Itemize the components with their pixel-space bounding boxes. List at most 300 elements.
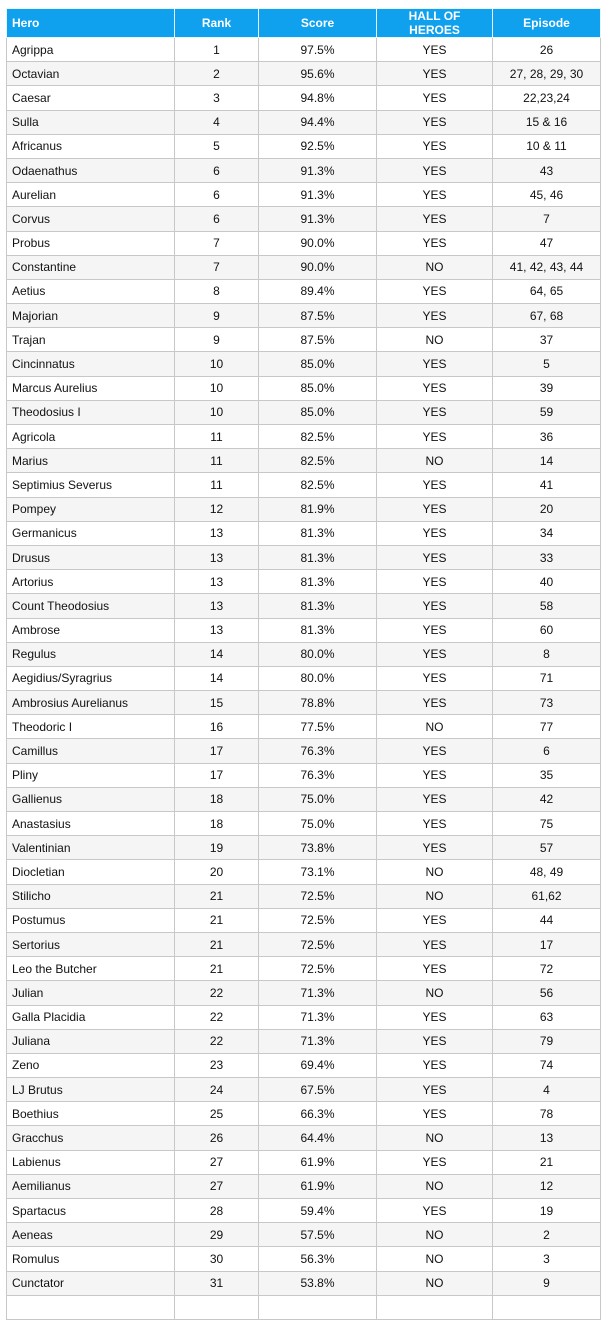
cell-rank: 7 [175,231,259,255]
cell-rank: 29 [175,1223,259,1247]
cell-episode: 63 [493,1005,601,1029]
cell-hall-of-heroes: YES [377,1029,493,1053]
cell-episode: 75 [493,812,601,836]
cell-episode: 10 & 11 [493,134,601,158]
cell-rank: 13 [175,570,259,594]
cell-hero: Aemilianus [7,1174,175,1198]
cell-score: 92.5% [259,134,377,158]
cell-score: 56.3% [259,1247,377,1271]
cell-rank: 13 [175,545,259,569]
table-row [7,207,601,231]
cell-hero: Caesar [7,86,175,110]
cell-episode: 6 [493,739,601,763]
empty-cell [7,1295,175,1319]
table-row [7,1102,601,1126]
cell-score: 61.9% [259,1150,377,1174]
cell-score: 71.3% [259,1029,377,1053]
cell-rank: 10 [175,400,259,424]
cell-score: 91.3% [259,183,377,207]
table-row [7,812,601,836]
cell-episode: 4 [493,1078,601,1102]
cell-score: 66.3% [259,1102,377,1126]
cell-hall-of-heroes: NO [377,1223,493,1247]
cell-hero: Anastasius [7,812,175,836]
cell-hall-of-heroes: YES [377,908,493,932]
cell-hero: Gallienus [7,787,175,811]
cell-hall-of-heroes: YES [377,207,493,231]
cell-hero: Cincinnatus [7,352,175,376]
cell-score: 80.0% [259,666,377,690]
cell-score: 69.4% [259,1053,377,1077]
cell-episode: 79 [493,1029,601,1053]
cell-hall-of-heroes: YES [377,352,493,376]
cell-hall-of-heroes: NO [377,328,493,352]
table-row [7,570,601,594]
cell-score: 94.8% [259,86,377,110]
header-hall-of-heroes: HALL OF HEROES [377,9,493,38]
cell-hero: Aegidius/Syragrius [7,666,175,690]
cell-rank: 11 [175,425,259,449]
table-row [7,134,601,158]
table-row [7,932,601,956]
cell-rank: 6 [175,183,259,207]
cell-hero: Aurelian [7,183,175,207]
cell-hero: Marcus Aurelius [7,376,175,400]
table-row [7,449,601,473]
cell-hall-of-heroes: YES [377,1078,493,1102]
cell-score: 75.0% [259,812,377,836]
cell-rank: 27 [175,1174,259,1198]
table-row [7,1005,601,1029]
cell-rank: 13 [175,594,259,618]
cell-rank: 22 [175,1029,259,1053]
cell-rank: 9 [175,328,259,352]
cell-rank: 25 [175,1102,259,1126]
cell-hero: Odaenathus [7,158,175,182]
table-row [7,110,601,134]
table-row [7,545,601,569]
cell-episode: 45, 46 [493,183,601,207]
empty-cell [377,1295,493,1319]
cell-episode: 41 [493,473,601,497]
cell-hero: Aeneas [7,1223,175,1247]
cell-hero: Trajan [7,328,175,352]
cell-hero: Africanus [7,134,175,158]
cell-hero: Camillus [7,739,175,763]
cell-rank: 6 [175,207,259,231]
cell-hero: Galla Placidia [7,1005,175,1029]
table-row [7,473,601,497]
cell-episode: 26 [493,38,601,62]
cell-score: 95.6% [259,62,377,86]
cell-score: 78.8% [259,691,377,715]
cell-rank: 21 [175,932,259,956]
table-row [7,691,601,715]
cell-hall-of-heroes: NO [377,255,493,279]
cell-rank: 1 [175,38,259,62]
cell-episode: 67, 68 [493,304,601,328]
cell-score: 72.5% [259,932,377,956]
cell-score: 91.3% [259,158,377,182]
cell-hero: Juliana [7,1029,175,1053]
cell-hero: Count Theodosius [7,594,175,618]
cell-rank: 30 [175,1247,259,1271]
cell-rank: 17 [175,763,259,787]
cell-hall-of-heroes: YES [377,304,493,328]
cell-hall-of-heroes: YES [377,739,493,763]
cell-rank: 28 [175,1199,259,1223]
cell-hero: Septimius Severus [7,473,175,497]
cell-score: 89.4% [259,279,377,303]
table-row [7,1078,601,1102]
cell-rank: 17 [175,739,259,763]
cell-hall-of-heroes: YES [377,545,493,569]
cell-score: 81.3% [259,521,377,545]
cell-episode: 17 [493,932,601,956]
cell-episode: 5 [493,352,601,376]
table-row [7,594,601,618]
cell-score: 73.8% [259,836,377,860]
cell-rank: 21 [175,908,259,932]
cell-hall-of-heroes: YES [377,521,493,545]
cell-episode: 19 [493,1199,601,1223]
cell-rank: 31 [175,1271,259,1295]
cell-score: 76.3% [259,763,377,787]
cell-hero: Aetius [7,279,175,303]
cell-hero: Ambrosius Aurelianus [7,691,175,715]
cell-hall-of-heroes: YES [377,183,493,207]
cell-episode: 37 [493,328,601,352]
cell-episode: 41, 42, 43, 44 [493,255,601,279]
cell-hall-of-heroes: YES [377,1199,493,1223]
cell-episode: 34 [493,521,601,545]
cell-hero: Constantine [7,255,175,279]
heroes-table [6,8,601,1320]
cell-score: 73.1% [259,860,377,884]
header-score: Score [259,9,377,38]
table-row [7,400,601,424]
cell-hero: Corvus [7,207,175,231]
cell-episode: 58 [493,594,601,618]
header-rank: Rank [175,9,259,38]
cell-episode: 73 [493,691,601,715]
cell-episode: 57 [493,836,601,860]
table-row [7,618,601,642]
cell-rank: 14 [175,666,259,690]
cell-rank: 15 [175,691,259,715]
cell-hall-of-heroes: NO [377,1271,493,1295]
cell-rank: 26 [175,1126,259,1150]
cell-score: 82.5% [259,449,377,473]
cell-hero: Labienus [7,1150,175,1174]
table-row [7,86,601,110]
cell-hero: Ambrose [7,618,175,642]
cell-hero: Drusus [7,545,175,569]
cell-rank: 22 [175,981,259,1005]
cell-score: 61.9% [259,1174,377,1198]
cell-rank: 12 [175,497,259,521]
cell-hall-of-heroes: YES [377,38,493,62]
table-row [7,255,601,279]
table-row [7,352,601,376]
cell-score: 71.3% [259,981,377,1005]
cell-hall-of-heroes: YES [377,618,493,642]
cell-rank: 23 [175,1053,259,1077]
cell-hero: Gracchus [7,1126,175,1150]
cell-rank: 11 [175,449,259,473]
cell-hall-of-heroes: YES [377,231,493,255]
table-row [7,1053,601,1077]
cell-hero: Boethius [7,1102,175,1126]
cell-rank: 19 [175,836,259,860]
cell-rank: 24 [175,1078,259,1102]
cell-score: 64.4% [259,1126,377,1150]
cell-episode: 71 [493,666,601,690]
cell-rank: 13 [175,618,259,642]
table-row [7,521,601,545]
cell-episode: 7 [493,207,601,231]
cell-episode: 77 [493,715,601,739]
cell-hero: Diocletian [7,860,175,884]
cell-hero: Stilicho [7,884,175,908]
cell-score: 91.3% [259,207,377,231]
cell-hero: Majorian [7,304,175,328]
cell-hero: Sertorius [7,932,175,956]
cell-rank: 16 [175,715,259,739]
cell-hero: Regulus [7,642,175,666]
cell-hero: Julian [7,981,175,1005]
cell-rank: 13 [175,521,259,545]
cell-episode: 72 [493,957,601,981]
cell-hero: Romulus [7,1247,175,1271]
header-episode: Episode [493,9,601,38]
cell-rank: 27 [175,1150,259,1174]
cell-hall-of-heroes: YES [377,279,493,303]
cell-episode: 14 [493,449,601,473]
cell-hall-of-heroes: YES [377,787,493,811]
table-row [7,739,601,763]
cell-hall-of-heroes: YES [377,134,493,158]
cell-episode: 44 [493,908,601,932]
table-row [7,1199,601,1223]
table-row [7,376,601,400]
table-row [7,908,601,932]
cell-hall-of-heroes: YES [377,570,493,594]
table-row [7,884,601,908]
table-row [7,860,601,884]
cell-rank: 20 [175,860,259,884]
cell-hero: Zeno [7,1053,175,1077]
cell-score: 71.3% [259,1005,377,1029]
cell-score: 97.5% [259,38,377,62]
cell-rank: 10 [175,376,259,400]
cell-score: 87.5% [259,328,377,352]
table-row [7,62,601,86]
table-row [7,1150,601,1174]
cell-hero: Valentinian [7,836,175,860]
cell-episode: 12 [493,1174,601,1198]
cell-hero: LJ Brutus [7,1078,175,1102]
table-row [7,957,601,981]
cell-hall-of-heroes: NO [377,715,493,739]
table-row [7,158,601,182]
cell-rank: 21 [175,884,259,908]
cell-rank: 6 [175,158,259,182]
cell-episode: 35 [493,763,601,787]
cell-score: 90.0% [259,255,377,279]
cell-score: 81.3% [259,594,377,618]
cell-hall-of-heroes: YES [377,836,493,860]
cell-episode: 64, 65 [493,279,601,303]
cell-hall-of-heroes: NO [377,1174,493,1198]
table-row [7,836,601,860]
cell-hero: Octavian [7,62,175,86]
cell-rank: 18 [175,787,259,811]
header-row [7,9,601,38]
cell-hall-of-heroes: YES [377,110,493,134]
cell-score: 85.0% [259,376,377,400]
table-row [7,1247,601,1271]
cell-hall-of-heroes: YES [377,812,493,836]
cell-rank: 3 [175,86,259,110]
cell-episode: 59 [493,400,601,424]
cell-hall-of-heroes: YES [377,642,493,666]
cell-hall-of-heroes: YES [377,1005,493,1029]
empty-cell [493,1295,601,1319]
cell-hero: Marius [7,449,175,473]
cell-score: 72.5% [259,957,377,981]
cell-score: 81.9% [259,497,377,521]
cell-score: 85.0% [259,400,377,424]
cell-hero: Leo the Butcher [7,957,175,981]
cell-hall-of-heroes: YES [377,666,493,690]
cell-rank: 2 [175,62,259,86]
cell-score: 72.5% [259,908,377,932]
cell-hall-of-heroes: YES [377,376,493,400]
table-row [7,425,601,449]
cell-score: 82.5% [259,425,377,449]
table-row [7,642,601,666]
cell-hall-of-heroes: NO [377,1126,493,1150]
cell-hall-of-heroes: YES [377,932,493,956]
table-row [7,1126,601,1150]
cell-hall-of-heroes: YES [377,86,493,110]
cell-episode: 78 [493,1102,601,1126]
cell-hero: Spartacus [7,1199,175,1223]
cell-hall-of-heroes: NO [377,884,493,908]
cell-hero: Pompey [7,497,175,521]
cell-episode: 40 [493,570,601,594]
cell-hall-of-heroes: YES [377,1150,493,1174]
cell-score: 87.5% [259,304,377,328]
cell-episode: 33 [493,545,601,569]
cell-episode: 39 [493,376,601,400]
cell-score: 85.0% [259,352,377,376]
cell-rank: 9 [175,304,259,328]
cell-hall-of-heroes: YES [377,763,493,787]
table-row [7,183,601,207]
cell-episode: 48, 49 [493,860,601,884]
cell-hero: Theodosius I [7,400,175,424]
cell-hall-of-heroes: YES [377,158,493,182]
cell-hero: Sulla [7,110,175,134]
cell-episode: 3 [493,1247,601,1271]
cell-score: 53.8% [259,1271,377,1295]
empty-row [7,1295,601,1319]
header-hero: Hero [7,9,175,38]
cell-score: 67.5% [259,1078,377,1102]
cell-hall-of-heroes: YES [377,425,493,449]
cell-episode: 61,62 [493,884,601,908]
table-row [7,787,601,811]
cell-score: 57.5% [259,1223,377,1247]
table-row [7,1174,601,1198]
cell-episode: 2 [493,1223,601,1247]
cell-episode: 43 [493,158,601,182]
table-row [7,666,601,690]
table-row [7,304,601,328]
table-row [7,279,601,303]
cell-episode: 27, 28, 29, 30 [493,62,601,86]
cell-episode: 56 [493,981,601,1005]
table-row [7,38,601,62]
cell-rank: 22 [175,1005,259,1029]
cell-score: 81.3% [259,618,377,642]
table-row [7,981,601,1005]
cell-episode: 15 & 16 [493,110,601,134]
cell-rank: 11 [175,473,259,497]
cell-rank: 14 [175,642,259,666]
table-row [7,497,601,521]
cell-hall-of-heroes: NO [377,981,493,1005]
table-row [7,715,601,739]
cell-score: 94.4% [259,110,377,134]
table-row [7,231,601,255]
cell-hall-of-heroes: YES [377,594,493,618]
cell-score: 90.0% [259,231,377,255]
table-row [7,1223,601,1247]
cell-score: 72.5% [259,884,377,908]
cell-rank: 4 [175,110,259,134]
cell-hero: Probus [7,231,175,255]
cell-episode: 8 [493,642,601,666]
cell-episode: 60 [493,618,601,642]
cell-rank: 8 [175,279,259,303]
cell-hero: Agrippa [7,38,175,62]
empty-cell [259,1295,377,1319]
table-row [7,1029,601,1053]
cell-hero: Theodoric I [7,715,175,739]
table-row [7,328,601,352]
cell-episode: 13 [493,1126,601,1150]
cell-score: 81.3% [259,570,377,594]
cell-score: 81.3% [259,545,377,569]
table-row [7,763,601,787]
cell-hall-of-heroes: YES [377,400,493,424]
cell-hall-of-heroes: YES [377,957,493,981]
cell-hall-of-heroes: YES [377,691,493,715]
cell-hero: Pliny [7,763,175,787]
cell-hall-of-heroes: YES [377,62,493,86]
cell-hero: Cunctator [7,1271,175,1295]
cell-hall-of-heroes: YES [377,473,493,497]
cell-episode: 74 [493,1053,601,1077]
cell-score: 80.0% [259,642,377,666]
cell-hall-of-heroes: YES [377,1053,493,1077]
cell-hall-of-heroes: NO [377,1247,493,1271]
cell-episode: 22,23,24 [493,86,601,110]
cell-episode: 42 [493,787,601,811]
